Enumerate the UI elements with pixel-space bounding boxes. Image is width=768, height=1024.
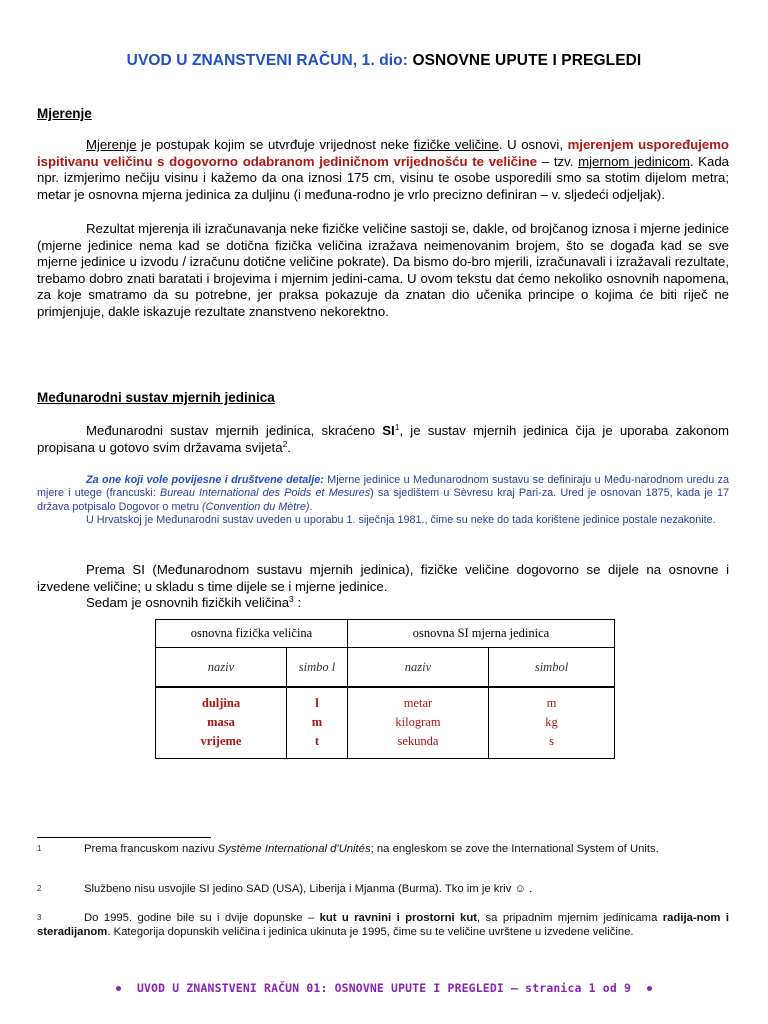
section-heading-mjerenje: Mjerenje (37, 106, 92, 121)
si-base-quantities-table (155, 619, 615, 759)
quantity-symbol: l (287, 687, 348, 713)
note-lead: Za one koji vole povijesne i društvene detalje: (86, 474, 324, 486)
text-run: Prema SI (Međunarodnom sustavu mjernih jedinica), fizičke veličine dogovorno se dijele na osnovne i izvedene veličine; u skladu s time dijele se i mjerne jedinice. (37, 562, 729, 594)
footnote-number: 1 (37, 844, 42, 853)
footnote-number: 2 (37, 884, 42, 893)
text-run: Do 1995. godine bile su i dvije dopunske – (84, 912, 320, 924)
footnote-ref-3: 3 (289, 594, 294, 605)
subheader-symbol-text: simbo l (298, 659, 336, 674)
text-run: – tzv. (537, 153, 579, 169)
text-run: . U osnovi, (498, 137, 568, 152)
note-croatia: U Hrvatskoj je Međunarodni sustav uveden u uporabu 1. siječnja 1981., čime su neke do tada korištene jedinice postale nezakonite. (86, 514, 716, 527)
subheader-unit-name: naziv (348, 648, 489, 688)
footer-text: UVOD U ZNANSTVENI RAČUN 01: OSNOVNE UPUTE I PREGLEDI – stranica 1 od 9 (136, 981, 632, 995)
history-note (37, 474, 729, 528)
emphasis-definition: mjerenjem uspoređujemo ispitivanu veličinu s dogovorno odabranom jediničnom vrijednošću te veličine (37, 137, 729, 169)
table-subheader-row (156, 648, 615, 688)
unit-name: sekunda (348, 732, 489, 759)
footnote-1 (37, 842, 729, 856)
footnote-separator (37, 837, 211, 838)
table-row (156, 713, 615, 732)
title-part-1: UVOD U ZNANSTVENI RAČUN, 1. dio: (126, 52, 409, 69)
text-run: je postupak kojim se utvrđuje vrijednost neke (136, 137, 414, 152)
unit-symbol: s (489, 732, 615, 759)
table-row (156, 732, 615, 759)
quantity-name: vrijeme (156, 732, 287, 759)
footnote-bold-term: kut u ravnini i prostorni kut (319, 912, 477, 924)
text-run: ) sa sjedištem u Sèvresu kraj Pari-za. Ured je osnovan 1875, kada je 17 država potpisalo Dogovor o metru (37, 487, 730, 513)
term-fizicke-velicine: fizičke veličine (413, 137, 499, 152)
note-convention: (Convention du Mètre) (202, 500, 310, 513)
header-quantity: osnovna fizička veličina (156, 620, 348, 648)
text-run: . Kada npr. izmjerimo nečiju visinu i kažemo da ona iznosi 175 cm, visinu te osobe usporedili smo sa stotim dijelom metra; metar je osnovna mjerna jedinica za duljinu (i međuna-rodno je vrlo precizno definiran – v. sljedeći odjeljak). (37, 153, 729, 202)
unit-symbol: kg (489, 713, 615, 732)
subheader-quantity-symbol (287, 648, 348, 688)
paragraph-mjerenje-2 (37, 221, 729, 321)
text-run: . (309, 500, 313, 513)
text-run: , sa pripadnim mjernim jedinicama (477, 912, 663, 924)
note-french-name: Bureau International des Poids et Mesures (160, 487, 371, 500)
section-heading-si: Međunarodni sustav mjernih jedinica (37, 390, 275, 405)
quantity-name: masa (156, 713, 287, 732)
term-mjerenje: Mjerenje (86, 137, 137, 152)
text-run: Službeno nisu usvojile SI jedino SAD (USA), Liberija i Mjanma (Burma). Tko im je kriv ☺ . (84, 883, 533, 895)
table-row (156, 687, 615, 713)
document-title (0, 52, 768, 70)
bullet-icon (116, 986, 121, 991)
table-header-row (156, 620, 615, 648)
text-run: Mjerne jedinice u Međunarodnom sustavu se definiraju u Među-narodnom uredu za mjere i utege (francuski: (37, 474, 729, 500)
si-abbreviation: SI (382, 423, 395, 438)
text-run: . (287, 439, 291, 455)
text-run: : (293, 595, 302, 611)
text-run: Rezultat mjerenja ili izračunavanja neke fizičke veličine sastoji se, dakle, od brojčanog iznosa i mjerne jedinice (mjerne jedinice nema kad se dotična fizička veličina izražava neimenovanim brojem, što se događa kad se sve mjerne jedinice u izvodu / izračunu dotične veličine pokrate). Da bismo do-bro mjerili, izračunavali i izražavali rezultate, trebamo dobro znati baratati i brojevima i mjernim jedini-cama. U ovom tekstu dat ćemo nekoliko osnovnih napomena, za koje smatramo da su potrebne, jer praksa pokazuje da znatan dio učenika principe o kojima će biti riječ ne primjenjuje, dakle iskazuje rezultate znanstveno nekorektno. (37, 221, 729, 319)
term-mjerna-jedinica: mjernom jedinicom (578, 153, 690, 169)
footnote-number: 3 (37, 913, 42, 922)
title-part-2: OSNOVNE UPUTE I PREGLEDI (412, 52, 642, 69)
text-run: , je sustav mjernih jedinica čija je uporaba zakonom propisana u gotovo svim državama svijeta (37, 423, 729, 455)
text-run: . Kategorija dopunskih veličina i jedinica ukinuta je 1995, čime su te veličine uvrštene u izvedene veličine. (107, 926, 634, 939)
text-run: Sedam je osnovnih fizičkih veličina (86, 595, 290, 611)
footnote-2 (37, 882, 729, 896)
footnote-ref-1: 1 (394, 422, 400, 432)
quantity-symbol: m (287, 713, 348, 732)
page-footer (0, 981, 768, 995)
paragraph-si-1 (37, 423, 729, 456)
subheader-quantity-name: naziv (156, 648, 287, 688)
text-run: Međunarodni sustav mjernih jedinica, skraćeno (86, 423, 383, 438)
quantity-symbol: t (287, 732, 348, 759)
footnote-3 (37, 911, 729, 939)
bullet-icon (647, 986, 652, 991)
footnote-bold-term: radija-nom i steradijanom (37, 912, 729, 939)
text-run: Prema francuskom nazivu (84, 843, 218, 855)
header-unit: osnovna SI mjerna jedinica (348, 620, 615, 648)
footnote-ref-2: 2 (282, 438, 288, 449)
unit-name: kilogram (348, 713, 489, 732)
paragraph-si-2 (37, 562, 729, 612)
unit-name: metar (348, 687, 489, 713)
unit-symbol: m (489, 687, 615, 713)
subheader-unit-symbol: simbol (489, 648, 615, 688)
footnote-french-term: Système International d'Unités (217, 843, 371, 855)
quantity-name: duljina (156, 687, 287, 713)
text-run: ; na engleskom se zove the International System of Units. (370, 843, 659, 855)
paragraph-mjerenje-1 (37, 137, 729, 203)
